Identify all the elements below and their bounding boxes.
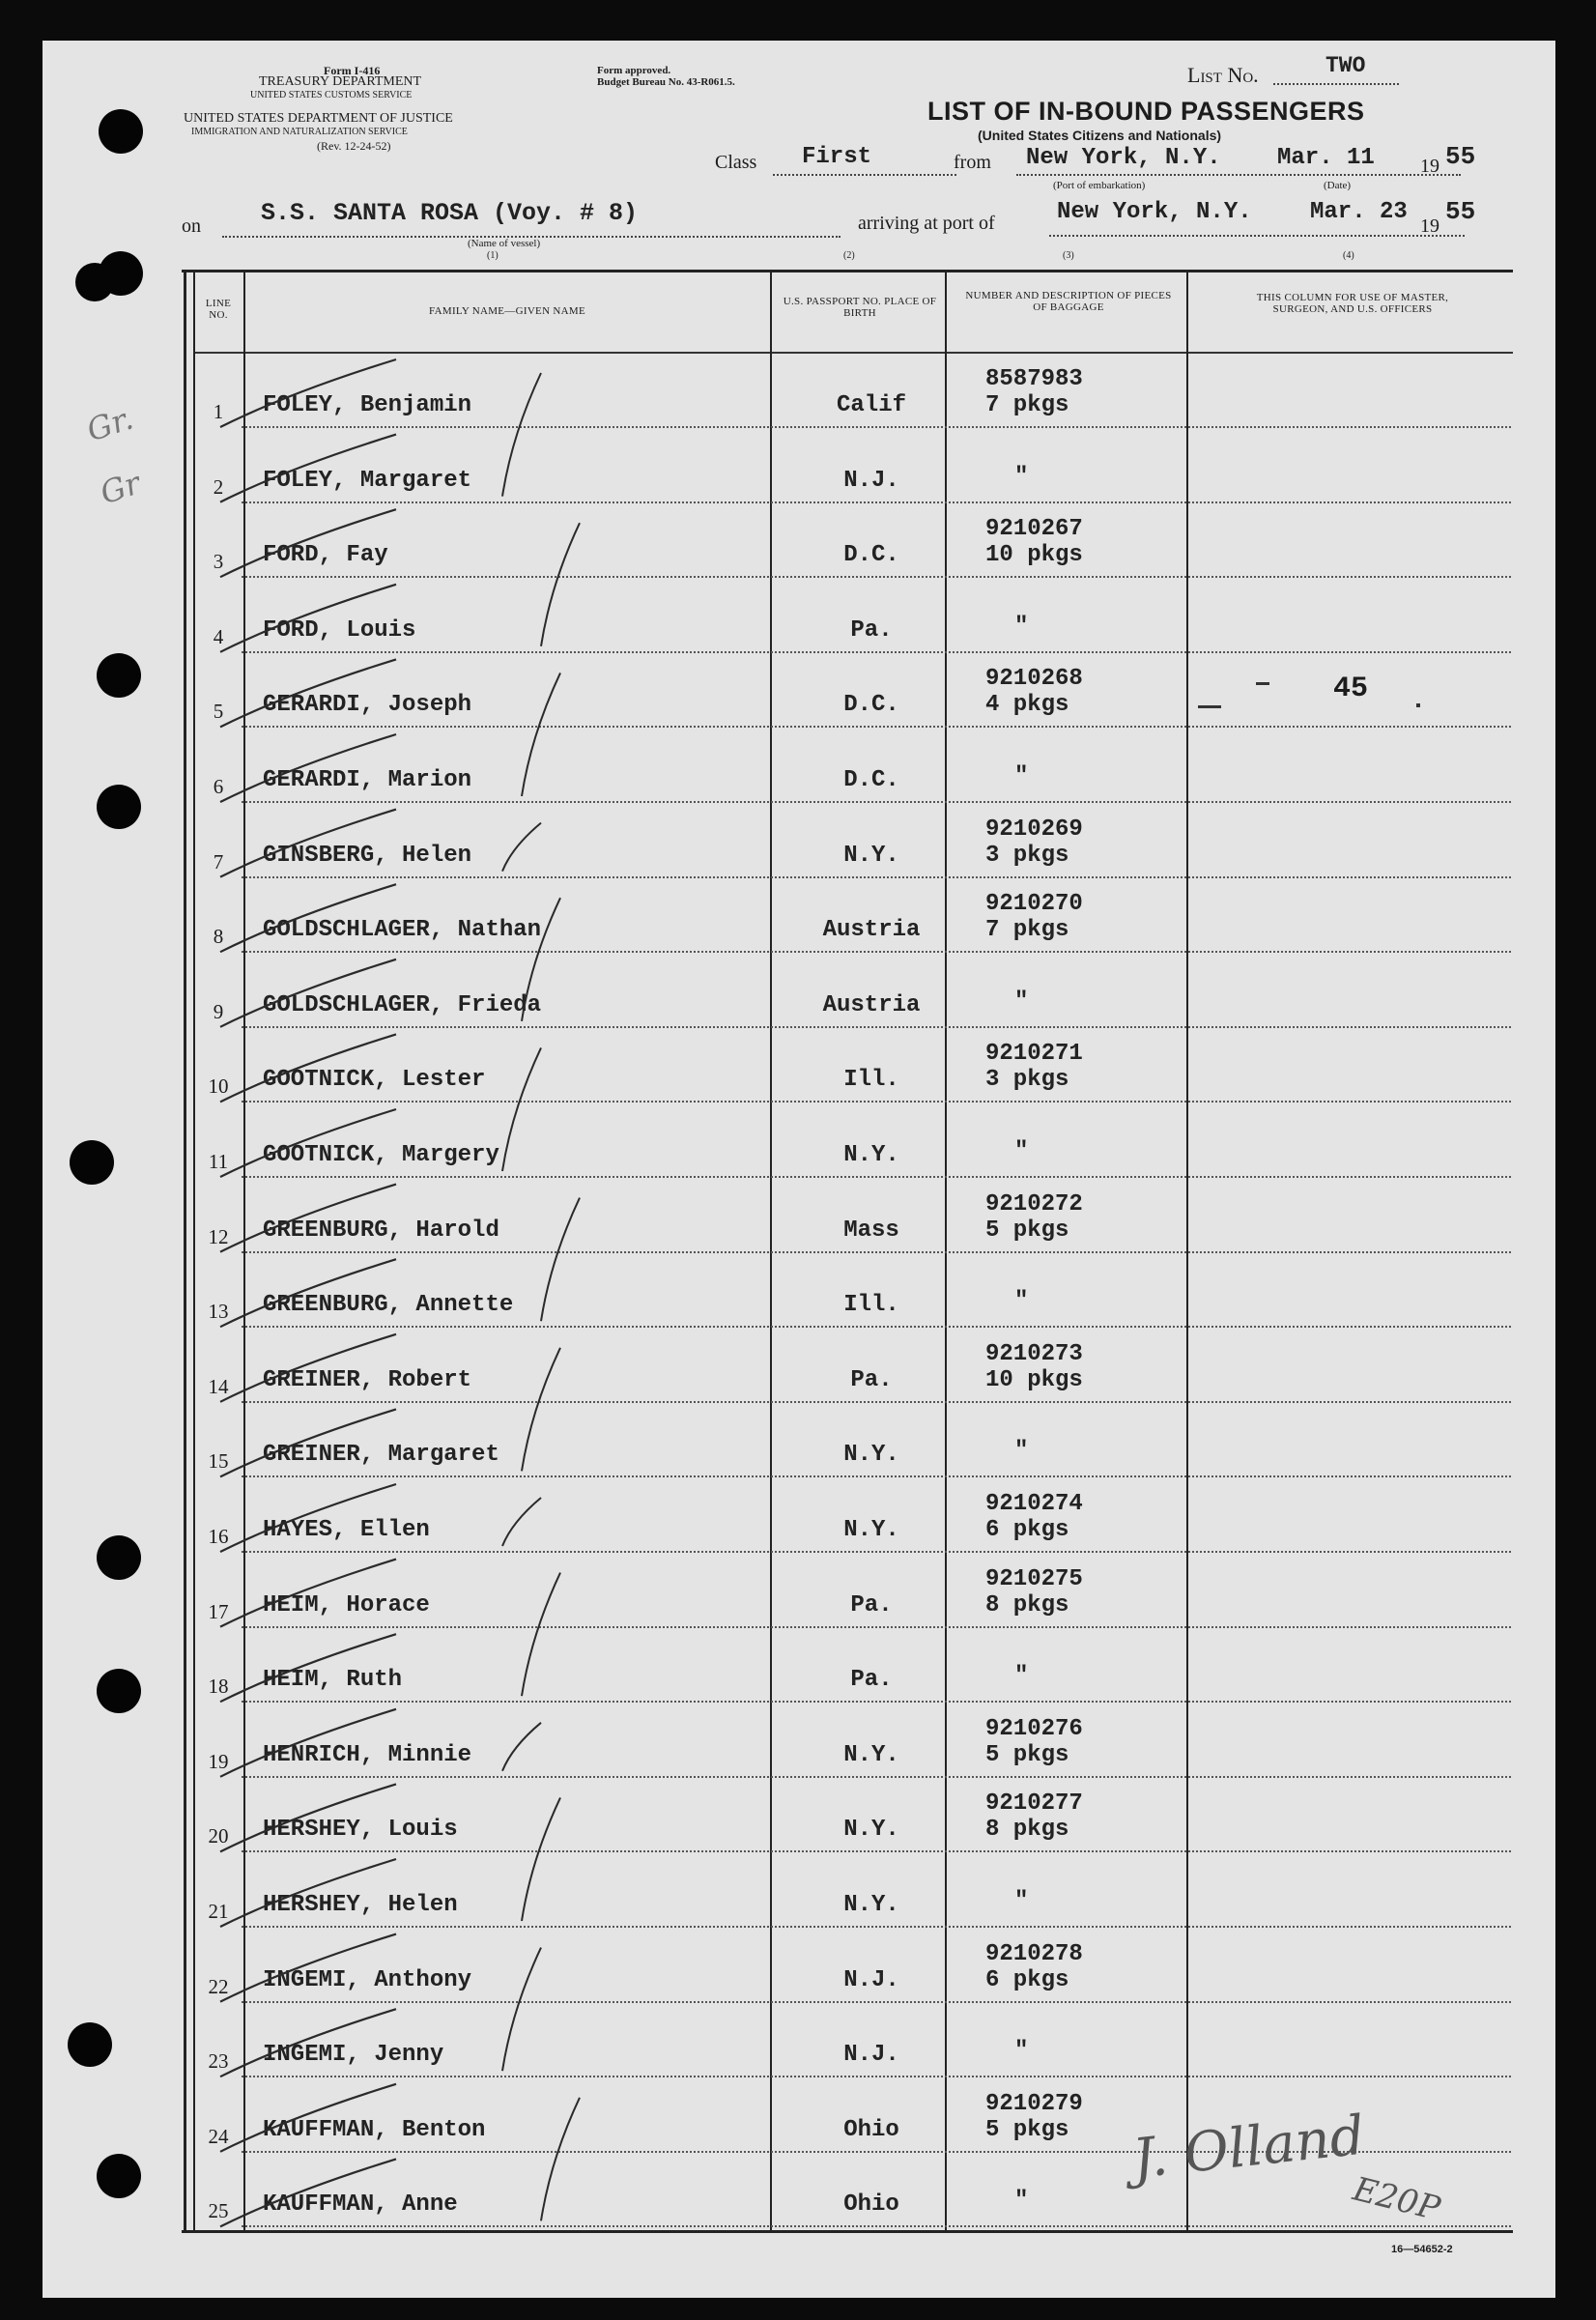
baggage-number: 9210275 <box>985 1565 1083 1592</box>
line-number: 15 <box>208 1449 229 1474</box>
column-caption-2: (2) <box>843 250 855 261</box>
binder-hole <box>68 2022 112 2067</box>
table-row <box>187 954 1511 1028</box>
table-top-border <box>182 270 1513 272</box>
line-number: 24 <box>208 2124 229 2148</box>
passenger-name: HEIM, Horace <box>263 1591 430 1618</box>
baggage-entry <box>985 1191 1083 1244</box>
passenger-name: GERARDI, Joseph <box>263 692 472 719</box>
place-of-birth: Ohio <box>843 2116 899 2143</box>
baggage-description: 6 pkgs <box>985 1517 1069 1543</box>
arrival-port: New York, N.Y. <box>1057 199 1252 225</box>
passenger-name: HERSHEY, Helen <box>263 1892 458 1918</box>
place-of-birth: N.J. <box>843 2042 899 2069</box>
table-bottom-border <box>182 2230 1513 2233</box>
passenger-name: GERARDI, Marion <box>263 767 472 793</box>
place-of-birth: Calif <box>836 392 906 418</box>
revision-date: (Rev. 12-24-52) <box>317 139 391 153</box>
line-number: 21 <box>208 1900 229 1923</box>
place-of-birth: N.Y. <box>843 1517 899 1543</box>
vessel-caption: (Name of vessel) <box>468 238 541 249</box>
passenger-name: KAUFFMAN, Benton <box>263 2116 486 2143</box>
table-row <box>187 429 1511 503</box>
officer-mark: 45 <box>1333 673 1369 705</box>
ditto-mark: " <box>1014 988 1029 1015</box>
list-no-label: List No. <box>1187 63 1259 87</box>
class-label: Class <box>715 152 757 173</box>
place-of-birth: Ohio <box>843 2191 899 2219</box>
baggage-entry <box>985 891 1083 943</box>
table-row <box>187 804 1511 878</box>
line-number: 11 <box>208 1150 229 1173</box>
line-number: 2 <box>213 474 224 499</box>
ditto-mark: " <box>1014 2188 1029 2215</box>
baggage-number: 9210273 <box>985 1340 1083 1367</box>
table-left-border <box>184 272 186 2232</box>
place-of-birth: N.Y. <box>843 1817 899 1844</box>
passenger-name: HENRICH, Minnie <box>263 1741 472 1768</box>
binder-hole <box>97 653 141 698</box>
table-row <box>187 2003 1511 2077</box>
line-number: 18 <box>208 1675 229 1699</box>
table-row <box>187 579 1511 653</box>
table-row <box>187 354 1511 428</box>
baggage-number: 9210270 <box>985 891 1083 918</box>
passenger-name: HAYES, Ellen <box>263 1517 430 1543</box>
passenger-name: HEIM, Ruth <box>263 1667 403 1694</box>
binder-hole <box>97 1535 141 1580</box>
immigration-service: IMMIGRATION AND NATURALIZATION SERVICE <box>191 127 408 137</box>
passenger-name: FORD, Louis <box>263 616 416 644</box>
class-value: First <box>802 144 872 170</box>
baggage-number: 9210268 <box>985 666 1083 693</box>
place-of-birth: N.J. <box>843 1966 899 1993</box>
officer-dash <box>1198 705 1221 708</box>
table-row <box>187 1103 1511 1178</box>
baggage-number: 9210276 <box>985 1715 1083 1742</box>
list-no-value: TWO <box>1325 53 1366 78</box>
baggage-description: 5 pkgs <box>985 1741 1069 1768</box>
place-of-birth: N.Y. <box>843 1442 899 1469</box>
baggage-number: 9210277 <box>985 1790 1083 1818</box>
arrival-underline <box>1049 235 1465 237</box>
signature-note: E20P <box>1349 2169 1444 2229</box>
table-row <box>187 1403 1511 1477</box>
line-number: 7 <box>213 849 224 874</box>
line-number: 16 <box>208 1525 229 1548</box>
place-of-birth: N.J. <box>843 467 899 494</box>
place-of-birth: N.Y. <box>843 842 899 869</box>
officer-dash <box>1256 682 1269 685</box>
margin-note: Gr. <box>82 399 138 449</box>
vessel-name: S.S. SANTA ROSA (Voy. # 8) <box>261 199 639 227</box>
from-underline <box>1016 174 1461 176</box>
treasury-department: TREASURY DEPARTMENT <box>259 74 422 89</box>
column-caption-1: (1) <box>487 250 499 261</box>
place-of-birth: Mass <box>843 1217 899 1244</box>
print-code: 16—54652-2 <box>1391 2244 1453 2255</box>
baggage-number: 9210274 <box>985 1491 1083 1517</box>
table-row <box>187 1329 1511 1403</box>
line-number: 10 <box>208 1074 229 1099</box>
baggage-entry <box>985 366 1083 418</box>
line-number: 12 <box>208 1224 229 1248</box>
baggage-description: 7 pkgs <box>985 392 1069 418</box>
table-row <box>187 1929 1511 2003</box>
officer-dot <box>1416 703 1420 707</box>
ditto-mark: " <box>1014 613 1029 640</box>
table-row <box>187 1253 1511 1328</box>
place-of-birth: N.Y. <box>843 1892 899 1918</box>
ditto-mark: " <box>1014 1438 1029 1465</box>
column-header-name: FAMILY NAME—GIVEN NAME <box>429 305 585 317</box>
line-number: 20 <box>208 1824 229 1848</box>
from-port: New York, N.Y. <box>1026 145 1221 171</box>
binder-hole <box>70 1140 114 1185</box>
line-number: 22 <box>208 1974 229 1998</box>
customs-service: UNITED STATES CUSTOMS SERVICE <box>250 90 413 100</box>
baggage-entry <box>985 666 1083 718</box>
binder-hole <box>75 263 114 301</box>
passenger-name: GOLDSCHLAGER, Frieda <box>263 991 542 1018</box>
baggage-description: 8 pkgs <box>985 1817 1069 1844</box>
place-of-birth: Austria <box>822 917 921 944</box>
table-row <box>187 1179 1511 1253</box>
line-number: 6 <box>213 775 224 798</box>
list-no-underline <box>1273 83 1399 85</box>
table-row <box>187 1478 1511 1553</box>
on-label: on <box>182 215 201 237</box>
baggage-description: 4 pkgs <box>985 692 1069 719</box>
place-of-birth: Pa. <box>850 1591 893 1618</box>
ditto-mark: " <box>1014 463 1029 490</box>
baggage-number: 9210278 <box>985 1940 1083 1967</box>
baggage-entry <box>985 1716 1083 1768</box>
binder-hole <box>97 785 141 829</box>
form-number: Form I-416 <box>324 64 381 77</box>
table-row <box>187 1028 1511 1103</box>
line-number: 13 <box>208 1300 229 1324</box>
passenger-name: FOLEY, Margaret <box>263 467 472 494</box>
baggage-number: 9210272 <box>985 1190 1083 1217</box>
baggage-description: 10 pkgs <box>985 542 1083 569</box>
baggage-entry <box>985 1041 1083 1093</box>
form-title: LIST OF IN-BOUND PASSENGERS <box>927 97 1365 126</box>
line-number: 19 <box>208 1749 229 1773</box>
from-label: from <box>954 152 991 173</box>
baggage-entry <box>985 1790 1083 1843</box>
baggage-entry <box>985 516 1083 568</box>
port-embarkation-caption: (Port of embarkation) <box>1053 180 1146 191</box>
place-of-birth: N.Y. <box>843 1741 899 1768</box>
table-row <box>187 1554 1511 1628</box>
place-of-birth: Pa. <box>850 1667 893 1694</box>
arrival-year-prefix: 19 <box>1420 215 1439 237</box>
passenger-name: FORD, Fay <box>263 542 388 569</box>
baggage-entry <box>985 2091 1083 2143</box>
table-row <box>187 503 1511 578</box>
line-number: 3 <box>213 550 224 574</box>
table-row <box>187 729 1511 803</box>
row-divider <box>242 2225 1511 2227</box>
department-of-justice: UNITED STATES DEPARTMENT OF JUSTICE <box>184 111 453 126</box>
baggage-description: 6 pkgs <box>985 1966 1069 1993</box>
baggage-number: 9210267 <box>985 516 1083 543</box>
column-caption-4: (4) <box>1343 250 1354 261</box>
passenger-name: GINSBERG, Helen <box>263 842 472 869</box>
place-of-birth: Pa. <box>850 616 893 644</box>
ditto-mark: " <box>1014 1888 1029 1914</box>
column-header-passport: U.S. PASSPORT NO. PLACE OF BIRTH <box>783 296 937 319</box>
baggage-description: 3 pkgs <box>985 1067 1069 1094</box>
line-number: 1 <box>213 400 224 423</box>
binder-hole <box>99 109 143 154</box>
table-row <box>187 1778 1511 1852</box>
from-date: Mar. 11 <box>1277 145 1375 171</box>
binder-hole <box>97 1669 141 1713</box>
inspector-signature: J. Olland <box>1129 2104 1368 2191</box>
binder-hole <box>97 2154 141 2198</box>
from-year-prefix: 19 <box>1420 156 1439 177</box>
place-of-birth: D.C. <box>843 692 899 719</box>
ditto-mark: " <box>1014 1138 1029 1164</box>
passenger-name: INGEMI, Anthony <box>263 1966 472 1993</box>
table-row <box>187 878 1511 953</box>
baggage-number: 8587983 <box>985 366 1083 392</box>
table-row <box>187 1628 1511 1703</box>
line-number: 5 <box>213 700 224 724</box>
place-of-birth: Pa. <box>850 1366 893 1393</box>
baggage-description: 3 pkgs <box>985 842 1069 869</box>
margin-note: Gr <box>96 464 145 512</box>
baggage-description: 7 pkgs <box>985 917 1069 944</box>
column-header-officers: THIS COLUMN FOR USE OF MASTER, SURGEON, AND U.S. OFFICERS <box>1256 292 1449 315</box>
passenger-name: INGEMI, Jenny <box>263 2042 444 2069</box>
baggage-number: 9210269 <box>985 816 1083 843</box>
passenger-name: GOLDSCHLAGER, Nathan <box>263 917 542 944</box>
table-row <box>187 653 1511 728</box>
place-of-birth: Austria <box>822 991 921 1018</box>
form-subtitle: (United States Citizens and Nationals) <box>978 128 1222 143</box>
baggage-entry <box>985 1566 1083 1618</box>
budget-bureau: Budget Bureau No. 43-R061.5. <box>597 76 735 88</box>
ditto-mark: " <box>1014 763 1029 789</box>
passenger-name: HERSHEY, Louis <box>263 1817 458 1844</box>
class-underline <box>773 174 956 176</box>
passenger-name: GOOTNICK, Margery <box>263 1142 499 1168</box>
baggage-description: 5 pkgs <box>985 1217 1069 1244</box>
passenger-name: GREINER, Margaret <box>263 1442 499 1469</box>
passenger-name: GREENBURG, Harold <box>263 1217 499 1244</box>
baggage-description: 8 pkgs <box>985 1591 1069 1618</box>
passenger-name: KAUFFMAN, Anne <box>263 2191 458 2219</box>
line-number: 17 <box>208 1599 229 1623</box>
line-number: 9 <box>213 999 224 1023</box>
arriving-label: arriving at port of <box>858 213 995 234</box>
place-of-birth: Ill. <box>843 1292 899 1319</box>
baggage-entry <box>985 1941 1083 1993</box>
date-caption: (Date) <box>1324 180 1352 191</box>
baggage-entry <box>985 1341 1083 1393</box>
from-year: 55 <box>1445 142 1476 171</box>
baggage-description: 10 pkgs <box>985 1366 1083 1393</box>
column-header-line-no: LINE NO. <box>205 298 232 321</box>
passenger-name: GREINER, Robert <box>263 1366 472 1393</box>
passenger-name: GOOTNICK, Lester <box>263 1067 486 1094</box>
place-of-birth: D.C. <box>843 542 899 569</box>
table-row <box>187 1853 1511 1928</box>
line-number: 14 <box>208 1374 229 1398</box>
ditto-mark: " <box>1014 2038 1029 2065</box>
column-caption-3: (3) <box>1063 250 1074 261</box>
line-number: 4 <box>213 624 224 648</box>
baggage-entry <box>985 816 1083 869</box>
place-of-birth: D.C. <box>843 767 899 793</box>
ditto-mark: " <box>1014 1288 1029 1315</box>
passenger-name: FOLEY, Benjamin <box>263 392 472 418</box>
place-of-birth: N.Y. <box>843 1142 899 1168</box>
arrival-date: Mar. 23 <box>1310 199 1408 225</box>
baggage-description: 5 pkgs <box>985 2116 1069 2143</box>
baggage-number: 9210271 <box>985 1041 1083 1068</box>
table-row <box>187 1704 1511 1778</box>
form-approved: Form approved. <box>597 65 671 76</box>
line-number: 8 <box>213 925 224 949</box>
arrival-year: 55 <box>1445 197 1476 226</box>
passenger-name: GREENBURG, Annette <box>263 1292 514 1319</box>
column-header-baggage: NUMBER AND DESCRIPTION OF PIECES OF BAGGAGE <box>965 290 1172 313</box>
place-of-birth: Ill. <box>843 1067 899 1094</box>
baggage-number: 9210279 <box>985 2090 1083 2117</box>
line-number: 23 <box>208 2049 229 2074</box>
ditto-mark: " <box>1014 1663 1029 1690</box>
line-number: 25 <box>208 2199 229 2223</box>
baggage-entry <box>985 1491 1083 1543</box>
